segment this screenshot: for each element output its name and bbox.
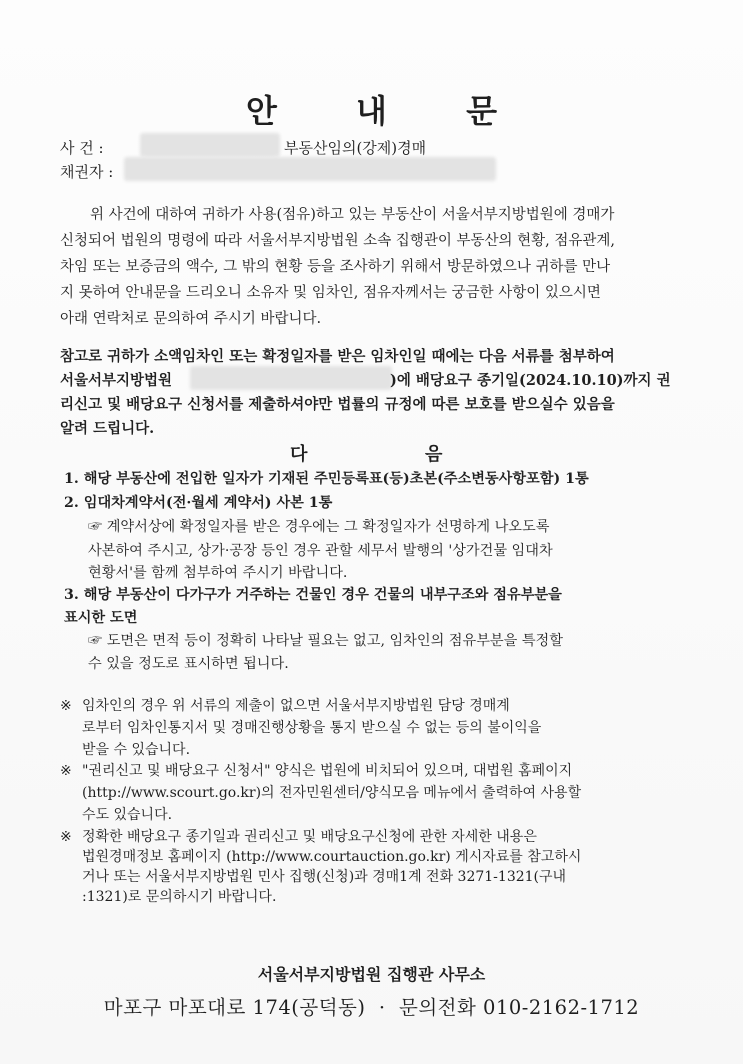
reference-line-2a: 서울서부지방법원: [60, 372, 173, 389]
redacted-case-ref: [190, 366, 392, 390]
case-type: 부동산임의(강제)경매: [284, 139, 427, 157]
note-3-line-1: 정확한 배당요구 종기일과 권리신고 및 배당요구신청에 관한 자세한 내용은: [82, 829, 537, 845]
reference-line-2b: )에 배당요구 종기일(2024.10.10)까지 권: [390, 372, 671, 389]
reference-line-1: 참고로 귀하가 소액임차인 또는 확정일자를 받은 임차인일 때에는 다음 서류를 첨부하여: [60, 348, 615, 365]
note-3-line-2: 법원경매정보 홈페이지 (http://www.courtauction.go.kr) 게시자료를 참고하시: [82, 849, 582, 865]
eum-heading: 음: [425, 444, 443, 465]
da-heading: 다: [290, 444, 308, 465]
item-3-line-2: 표시한 도면: [64, 610, 138, 626]
note-1-line-3: 받을 수 있습니다.: [82, 742, 191, 758]
intro-line-3: 차임 또는 보증금의 액수, 그 밖의 현황 등을 조사하기 위해서 방문하였으나 귀하를 만나: [60, 259, 611, 275]
note-1-line-1: 임차인의 경우 위 서류의 제출이 없으면 서울서부지방법원 담당 경매계: [82, 698, 510, 714]
footer-address-phone: 마포구 마포대로 174(공덕동) · 문의전화 010-2162-1712: [103, 996, 640, 1019]
note-1-line-2: 로부터 임차인통지서 및 경매진행상황을 통지 받으실 수 없는 등의 불이익을: [82, 720, 542, 736]
note-3-mark: ※: [60, 829, 72, 845]
reference-line-3: 리신고 및 배당요구 신청서를 제출하셔야만 법률의 규정에 따른 보호를 받으실수 있음을: [60, 396, 615, 413]
redacted-creditor: [124, 157, 496, 181]
document-title: 안 내 문: [245, 92, 532, 130]
note-3-line-4: :1321)로 문의하시기 바랍니다.: [82, 889, 277, 905]
item-2-note-1: ☞ 계약서상에 확정일자를 받은 경우에는 그 확정일자가 선명하게 나오도록: [88, 519, 550, 535]
item-3-note-1: ☞ 도면은 면적 등이 정확히 나타날 필요는 없고, 임차인의 점유부분을 특정할: [88, 633, 563, 649]
intro-line-4: 지 못하여 안내문을 드리오니 소유자 및 임차인, 점유자께서는 궁금한 사항이 있으시면: [60, 285, 601, 301]
footer-office: 서울서부지방법원 집행관 사무소: [257, 965, 486, 984]
note-2-line-2: (http://www.scourt.go.kr)의 전자민원센터/양식모음 메뉴에서 출력하여 사용할: [82, 785, 582, 801]
note-1-mark: ※: [60, 698, 72, 714]
note-3-line-3: 거나 또는 서울서부지방법원 민사 집행(신청)과 경매1계 전화 3271-1321(구내: [82, 869, 567, 885]
redacted-case-number: [140, 133, 280, 157]
intro-line-1: 위 사건에 대하여 귀하가 사용(점유)하고 있는 부동산이 서울서부지방법원에 경매가: [90, 207, 615, 223]
item-2-note-3: 현황서'를 함께 첨부하여 주시기 바랍니다.: [88, 565, 348, 581]
item-3-line-1: 3. 해당 부동산이 다가구가 거주하는 건물인 경우 건물의 내부구조와 점유부분을: [64, 587, 562, 603]
intro-line-2: 신청되어 법원의 명령에 따라 서울서부지방법원 소속 집행관이 부동산의 현황, 점유관계,: [60, 233, 615, 249]
note-2-line-3: 수도 있습니다.: [82, 807, 173, 823]
case-label: 사 건 :: [60, 139, 104, 157]
note-2-mark: ※: [60, 763, 72, 779]
creditor-label: 채권자 :: [60, 163, 114, 181]
item-3-note-2: 수 있을 정도로 표시하면 됩니다.: [88, 656, 289, 672]
reference-line-4: 알려 드립니다.: [60, 420, 155, 437]
item-1: 1. 해당 부동산에 전입한 일자가 기재된 주민등록표(등)초본(주소변동사항포함) 1통: [64, 471, 589, 487]
intro-line-5: 아래 연락처로 문의하여 주시기 바랍니다.: [60, 311, 322, 327]
note-2-line-1: "권리신고 및 배당요구 신청서" 양식은 법원에 비치되어 있으며, 대법원 홈페이지: [82, 763, 573, 779]
item-2: 2. 임대차계약서(전·월세 계약서) 사본 1통: [64, 495, 333, 511]
item-2-note-2: 사본하여 주시고, 상가·공장 등인 경우 관할 세무서 발행의 '상가건물 임대차: [88, 543, 553, 559]
